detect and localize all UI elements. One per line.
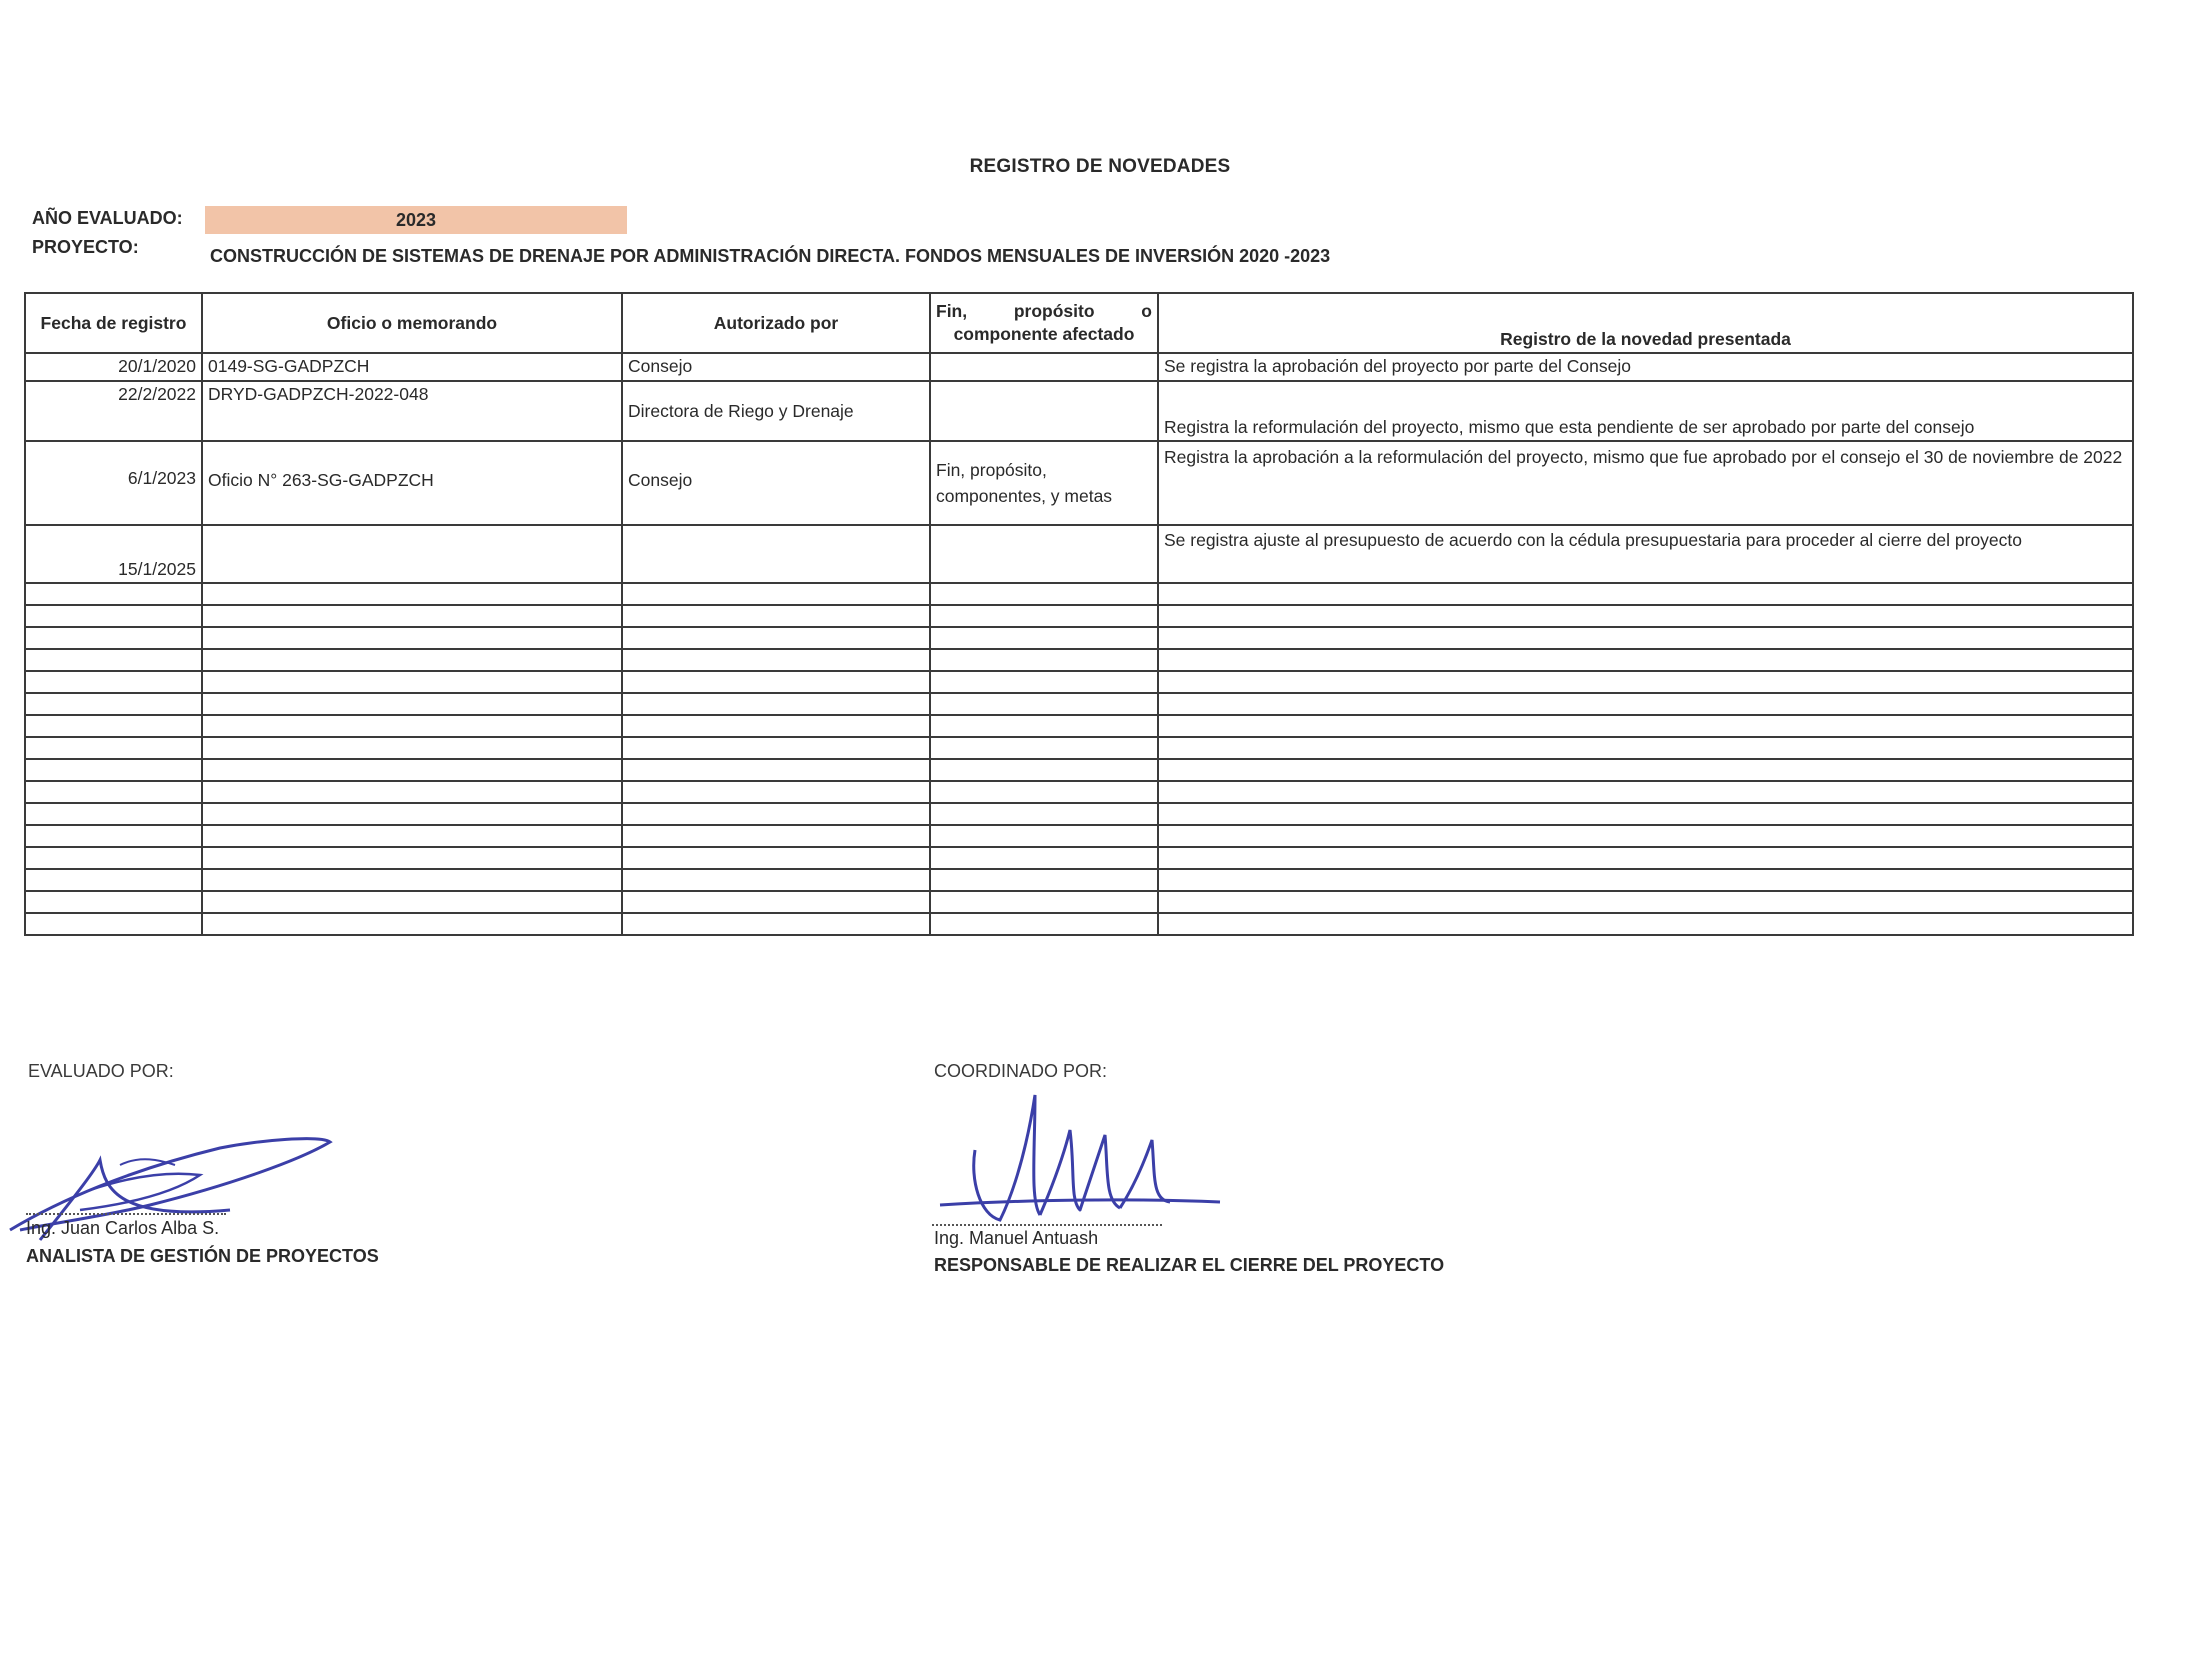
empty-table-row bbox=[25, 627, 2133, 649]
col-header-fecha: Fecha de registro bbox=[25, 293, 202, 353]
col-header-fin-word3: o bbox=[1141, 301, 1152, 321]
coordinado-name: Ing. Manuel Antuash bbox=[934, 1228, 1099, 1248]
cell-autorizado bbox=[622, 525, 930, 583]
empty-cell bbox=[930, 759, 1158, 781]
evaluado-name: Ing. Juan Carlos Alba S. bbox=[26, 1218, 220, 1238]
empty-cell bbox=[25, 869, 202, 891]
empty-cell bbox=[202, 781, 622, 803]
col-header-fin-word1: Fin, bbox=[936, 301, 968, 321]
empty-cell bbox=[622, 649, 930, 671]
cell-autorizado: Directora de Riego y Drenaje bbox=[622, 381, 930, 441]
year-label: AÑO EVALUADO: bbox=[32, 208, 183, 228]
empty-cell bbox=[25, 847, 202, 869]
empty-cell bbox=[930, 693, 1158, 715]
col-header-autorizado: Autorizado por bbox=[622, 293, 930, 353]
empty-cell bbox=[1158, 737, 2133, 759]
empty-cell bbox=[25, 803, 202, 825]
evaluado-signature-line bbox=[26, 1213, 226, 1215]
empty-cell bbox=[202, 825, 622, 847]
empty-table-row bbox=[25, 891, 2133, 913]
empty-cell bbox=[622, 781, 930, 803]
empty-cell bbox=[930, 737, 1158, 759]
cell-oficio: DRYD-GADPZCH-2022-048 bbox=[202, 381, 622, 441]
cell-oficio: 0149-SG-GADPZCH bbox=[202, 353, 622, 381]
coordinado-label: COORDINADO POR: bbox=[934, 1061, 1108, 1081]
empty-cell bbox=[930, 583, 1158, 605]
empty-cell bbox=[202, 583, 622, 605]
year-value: 2023 bbox=[205, 206, 627, 234]
empty-cell bbox=[202, 715, 622, 737]
empty-cell bbox=[1158, 759, 2133, 781]
empty-cell bbox=[622, 913, 930, 935]
empty-cell bbox=[25, 781, 202, 803]
empty-cell bbox=[930, 715, 1158, 737]
empty-cell bbox=[930, 891, 1158, 913]
empty-cell bbox=[25, 671, 202, 693]
cell-fecha: 20/1/2020 bbox=[25, 353, 202, 381]
empty-cell bbox=[1158, 869, 2133, 891]
empty-cell bbox=[202, 803, 622, 825]
col-header-fin-word2: propósito bbox=[1013, 301, 1095, 321]
empty-cell bbox=[202, 605, 622, 627]
cell-fecha: 15/1/2025 bbox=[25, 525, 202, 583]
table-row bbox=[25, 525, 2133, 583]
empty-cell bbox=[202, 627, 622, 649]
empty-cell bbox=[202, 649, 622, 671]
empty-cell bbox=[202, 671, 622, 693]
empty-table-row bbox=[25, 759, 2133, 781]
empty-cell bbox=[25, 759, 202, 781]
empty-cell bbox=[25, 891, 202, 913]
empty-table-row bbox=[25, 715, 2133, 737]
empty-cell bbox=[622, 891, 930, 913]
empty-cell bbox=[622, 825, 930, 847]
empty-cell bbox=[930, 847, 1158, 869]
empty-cell bbox=[1158, 693, 2133, 715]
cell-autorizado: Consejo bbox=[622, 353, 930, 381]
cell-fecha: 6/1/2023 bbox=[25, 441, 202, 525]
empty-cell bbox=[930, 605, 1158, 627]
cell-registro: Se registra la aprobación del proyecto por parte del Consejo bbox=[1158, 353, 2133, 381]
coordinado-role: RESPONSABLE DE REALIZAR EL CIERRE DEL PROYECTO bbox=[934, 1255, 1445, 1275]
empty-cell bbox=[1158, 847, 2133, 869]
empty-cell bbox=[1158, 605, 2133, 627]
empty-cell bbox=[202, 737, 622, 759]
empty-cell bbox=[1158, 803, 2133, 825]
col-header-registro: Registro de la novedad presentada bbox=[1158, 293, 2133, 353]
cell-fin bbox=[930, 381, 1158, 441]
cell-registro: Se registra ajuste al presupuesto de acuerdo con la cédula presupuestaria para proceder al cierre del proyecto bbox=[1158, 525, 2133, 583]
empty-table-row bbox=[25, 913, 2133, 935]
empty-cell bbox=[930, 627, 1158, 649]
empty-table-row bbox=[25, 781, 2133, 803]
empty-table-row bbox=[25, 737, 2133, 759]
empty-cell bbox=[622, 715, 930, 737]
empty-cell bbox=[1158, 891, 2133, 913]
project-label: PROYECTO: bbox=[32, 237, 139, 257]
coordinado-signature-line bbox=[932, 1224, 1162, 1226]
table-row bbox=[25, 441, 2133, 525]
empty-cell bbox=[25, 715, 202, 737]
project-value: CONSTRUCCIÓN DE SISTEMAS DE DRENAJE POR ADMINISTRACIÓN DIRECTA. FONDOS MENSUALES DE INVERSIÓN 2020 -2023 bbox=[210, 246, 1331, 266]
empty-cell bbox=[202, 847, 622, 869]
cell-autorizado: Consejo bbox=[622, 441, 930, 525]
cell-fin bbox=[930, 525, 1158, 583]
empty-cell bbox=[202, 759, 622, 781]
col-header-fin-line2: componente afectado bbox=[953, 324, 1135, 344]
empty-cell bbox=[202, 693, 622, 715]
cell-fin: Fin, propósito, componentes, y metas bbox=[930, 441, 1158, 525]
empty-cell bbox=[930, 781, 1158, 803]
empty-cell bbox=[622, 737, 930, 759]
empty-cell bbox=[622, 605, 930, 627]
empty-cell bbox=[622, 759, 930, 781]
page-title: REGISTRO DE NOVEDADES bbox=[969, 156, 1231, 177]
empty-table-row bbox=[25, 583, 2133, 605]
empty-cell bbox=[25, 737, 202, 759]
table-row bbox=[25, 353, 2133, 381]
empty-cell bbox=[25, 583, 202, 605]
empty-cell bbox=[1158, 627, 2133, 649]
empty-cell bbox=[25, 605, 202, 627]
empty-cell bbox=[25, 913, 202, 935]
coordinado-signature-icon bbox=[930, 1090, 1230, 1240]
empty-cell bbox=[1158, 715, 2133, 737]
evaluado-label: EVALUADO POR: bbox=[28, 1061, 174, 1081]
novedades-table bbox=[24, 292, 2134, 936]
empty-table-row bbox=[25, 803, 2133, 825]
empty-cell bbox=[1158, 781, 2133, 803]
empty-cell bbox=[930, 913, 1158, 935]
empty-cell bbox=[202, 891, 622, 913]
empty-cell bbox=[1158, 649, 2133, 671]
empty-cell bbox=[202, 869, 622, 891]
empty-table-row bbox=[25, 649, 2133, 671]
empty-cell bbox=[25, 693, 202, 715]
col-header-fin bbox=[930, 293, 1158, 353]
cell-fin bbox=[930, 353, 1158, 381]
cell-oficio: Oficio N° 263-SG-GADPZCH bbox=[202, 441, 622, 525]
empty-table-row bbox=[25, 693, 2133, 715]
empty-cell bbox=[1158, 583, 2133, 605]
empty-cell bbox=[930, 869, 1158, 891]
cell-registro: Registra la reformulación del proyecto, mismo que esta pendiente de ser aprobado por parte del consejo bbox=[1158, 381, 2133, 441]
empty-cell bbox=[25, 627, 202, 649]
empty-cell bbox=[25, 649, 202, 671]
empty-cell bbox=[930, 671, 1158, 693]
empty-table-row bbox=[25, 671, 2133, 693]
empty-cell bbox=[1158, 671, 2133, 693]
empty-cell bbox=[622, 627, 930, 649]
empty-cell bbox=[930, 649, 1158, 671]
cell-fecha: 22/2/2022 bbox=[25, 381, 202, 441]
cell-registro: Registra la aprobación a la reformulación del proyecto, mismo que fue aprobado por el consejo el 30 de noviembre de 2022 bbox=[1158, 441, 2133, 525]
table-header-row bbox=[25, 293, 2133, 353]
empty-table-row bbox=[25, 825, 2133, 847]
cell-oficio bbox=[202, 525, 622, 583]
empty-cell bbox=[25, 825, 202, 847]
empty-cell bbox=[930, 803, 1158, 825]
empty-table-row bbox=[25, 847, 2133, 869]
empty-cell bbox=[622, 693, 930, 715]
col-header-oficio: Oficio o memorando bbox=[202, 293, 622, 353]
evaluado-role: ANALISTA DE GESTIÓN DE PROYECTOS bbox=[26, 1246, 379, 1266]
empty-cell bbox=[622, 583, 930, 605]
empty-table-row bbox=[25, 869, 2133, 891]
empty-cell bbox=[622, 803, 930, 825]
empty-cell bbox=[1158, 913, 2133, 935]
empty-cell bbox=[622, 671, 930, 693]
empty-cell bbox=[202, 913, 622, 935]
table-row bbox=[25, 381, 2133, 441]
empty-table-row bbox=[25, 605, 2133, 627]
empty-cell bbox=[622, 869, 930, 891]
empty-cell bbox=[930, 825, 1158, 847]
empty-cell bbox=[1158, 825, 2133, 847]
empty-cell bbox=[622, 847, 930, 869]
